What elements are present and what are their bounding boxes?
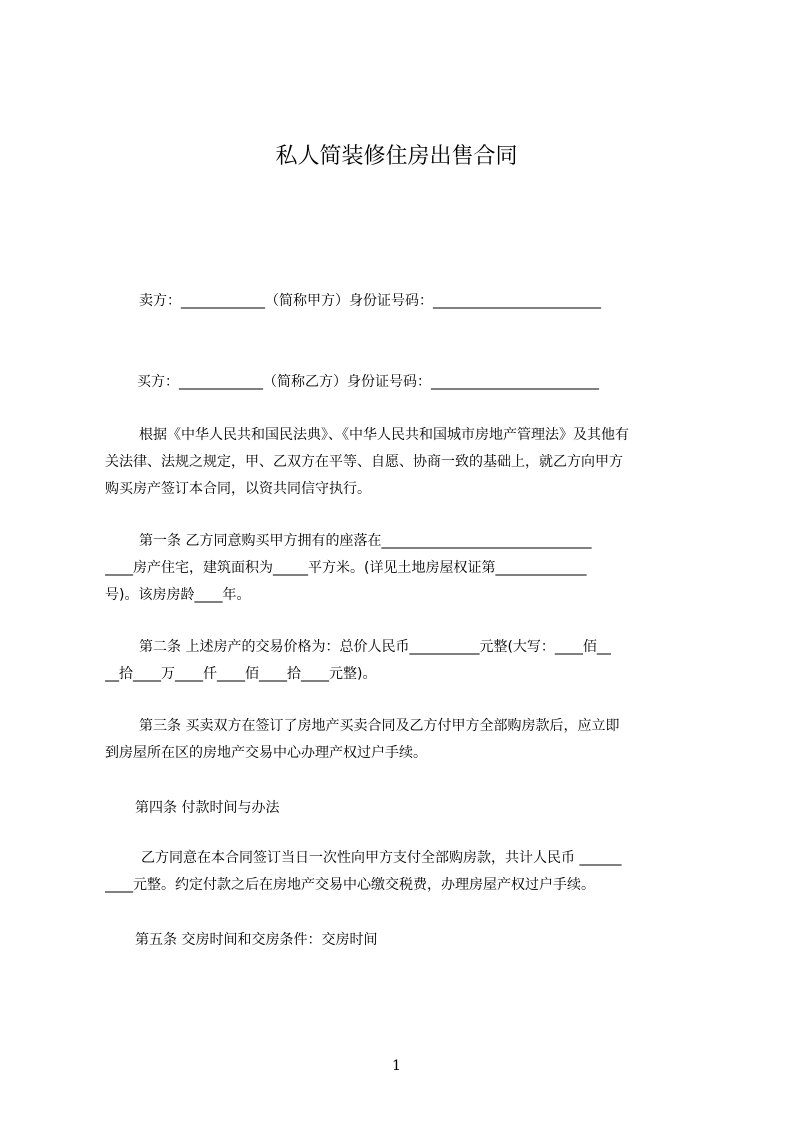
preamble-line: 根据《中华人民共和国民法典》、《中华人民共和国城市房地产管理法》及其他有 [139, 427, 629, 443]
article-1 [105, 528, 705, 609]
article-1-line: ____房产住宅，建筑面积为_____平方米。(详见土地房屋权证第_____________ [105, 560, 587, 576]
article-1-line: 号)。该房房龄____年。 [105, 587, 251, 603]
article-5-heading-text: 第五条 交房时间和交房条件：交房时间 [135, 932, 378, 948]
article-2-line: __拾____万____仟____佰____拾____元整)。 [105, 666, 377, 682]
article-5-heading [105, 927, 705, 954]
article-4-heading [105, 795, 705, 822]
page-number: 1 [392, 1058, 401, 1074]
article-3-line: 第三条 买卖双方在签订了房地产买卖合同及乙方付甲方全部购房款后，应立即 [139, 718, 620, 734]
article-3 [105, 713, 705, 767]
article-3-line: 到房屋所在区的房地产交易中心办理产权过户手续。 [105, 745, 427, 761]
preamble-line: 关法律、法规之规定，甲、乙双方在平等、自愿、协商一致的基础上，就乙方向甲方 [105, 454, 623, 470]
article-4-body [105, 845, 705, 899]
article-4-line: ____元整。约定付款之后在房地产交易中心缴交税费，办理房屋产权过户手续。 [105, 877, 595, 893]
article-2 [105, 634, 705, 688]
seller-line: 卖方：____________（简称甲方）身份证号码：________________________ [139, 293, 601, 309]
article-2-line: 第二条 上述房产的交易价格为：总价人民币__________元整(大写：____佰__ [139, 639, 611, 655]
document-title: 私人简装修住房出售合同 [275, 144, 518, 169]
preamble-paragraph [105, 422, 705, 503]
article-4-heading-text: 第四条 付款时间与办法 [135, 800, 280, 816]
article-4-line: 乙方同意在本合同签订当日一次性向甲方支付全部购房款，共计人民币 ______ [141, 850, 622, 866]
buyer-line: 买方：____________（简称乙方）身份证号码：________________________ [137, 374, 599, 390]
article-1-line: 第一条 乙方同意购买甲方拥有的座落在______________________________ [139, 533, 592, 549]
preamble-line: 购买房产签订本合同，以资共同信守执行。 [105, 481, 371, 497]
